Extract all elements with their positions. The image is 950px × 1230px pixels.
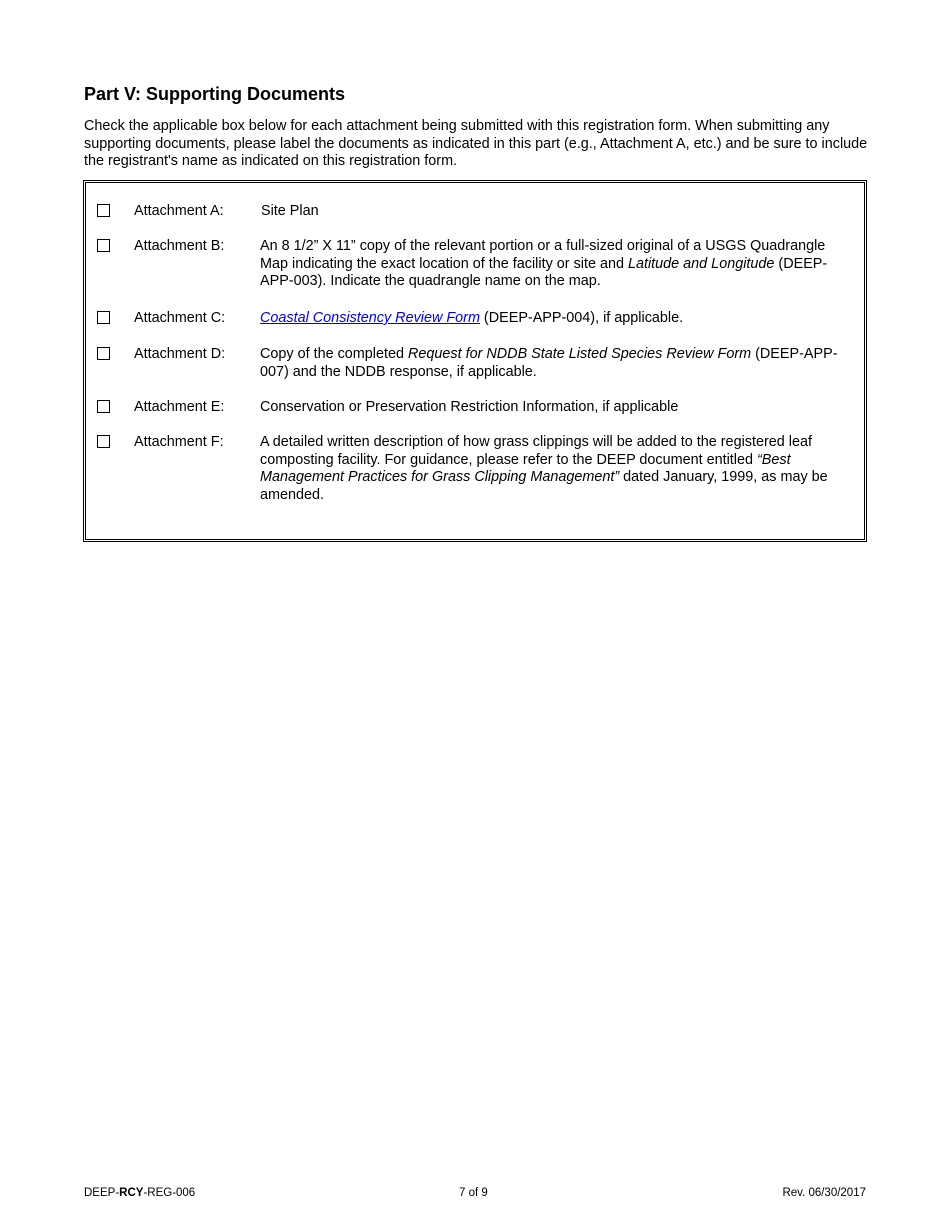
attachment-d-text-end: (DEEP-APP-007) and the NDDB response, if applicable. [260, 346, 838, 380]
footer-doc-prefix: DEEP- [84, 1187, 120, 1199]
attachment-c-description [260, 310, 856, 328]
attachment-f-text: A detailed written description of how grass clippings will be added to the registered leaf composting facility. For guidance, please refer to the DEEP document entitled [260, 434, 812, 468]
attachment-a-checkbox[interactable] [97, 204, 110, 217]
attachment-f-italic: “Best Management Practices for Grass Clipping Management” [260, 451, 791, 485]
attachment-c-label: Attachment C: [134, 310, 226, 326]
attachment-f-checkbox[interactable] [97, 435, 110, 448]
attachment-f-text-end: dated January, 1999, as may be amended. [260, 469, 828, 503]
instructions-paragraph: Check the applicable box below for each attachment being submitted with this registration form. When submitting any supporting documents, please label the documents as indicated in this part (e.g., Attachment A, etc.) and be sure to include the registrant's name as indicated on this registration form. [84, 118, 868, 169]
page-title: Part V: Supporting Documents [84, 84, 346, 104]
attachment-d-italic: Request for NDDB State Listed Species Review Form [408, 346, 752, 362]
attachment-d-text: Copy of the completed [260, 346, 408, 362]
attachment-e-label: Attachment E: [134, 399, 225, 415]
attachment-b-checkbox[interactable] [97, 239, 110, 252]
attachment-b-italic: Latitude and Longitude [627, 255, 775, 272]
attachment-f-label: Attachment F: [134, 434, 224, 450]
attachment-f-description [260, 434, 856, 504]
attachment-b-label: Attachment B: [134, 238, 225, 254]
footer-doc-program: RCY [119, 1187, 144, 1199]
attachment-b-text-end: (DEEP-APP-003). Indicate the quadrangle name on the map. [260, 255, 828, 289]
attachment-a-label: Attachment A: [134, 203, 224, 219]
attachment-d-checkbox[interactable] [97, 347, 110, 360]
attachment-e-checkbox[interactable] [97, 400, 110, 413]
footer-revision-date: Rev. 06/30/2017 [782, 1187, 866, 1199]
footer-document-id [84, 1186, 195, 1200]
attachment-b-description [260, 238, 856, 291]
footer-page-number: 7 of 9 [459, 1187, 488, 1199]
attachment-c-text-end: (DEEP-APP-004), if applicable. [479, 310, 684, 326]
footer-doc-suffix: -REG-006 [143, 1187, 196, 1199]
attachment-c-checkbox[interactable] [97, 311, 110, 324]
attachment-e-description: Conservation or Preservation Restriction Information, if applicable [260, 399, 679, 415]
attachment-b-text: An 8 1/2” X 11” copy of the relevant portion or a full-sized original of a USGS Quadrangle Map indicating the exact location of the facility or site and [260, 238, 826, 272]
attachment-a-description: Site Plan [261, 203, 319, 219]
coastal-consistency-review-form-link[interactable]: Coastal Consistency Review Form [260, 310, 480, 326]
attachment-d-label: Attachment D: [134, 346, 226, 362]
attachments-box [83, 180, 867, 542]
attachment-d-description [260, 346, 856, 381]
